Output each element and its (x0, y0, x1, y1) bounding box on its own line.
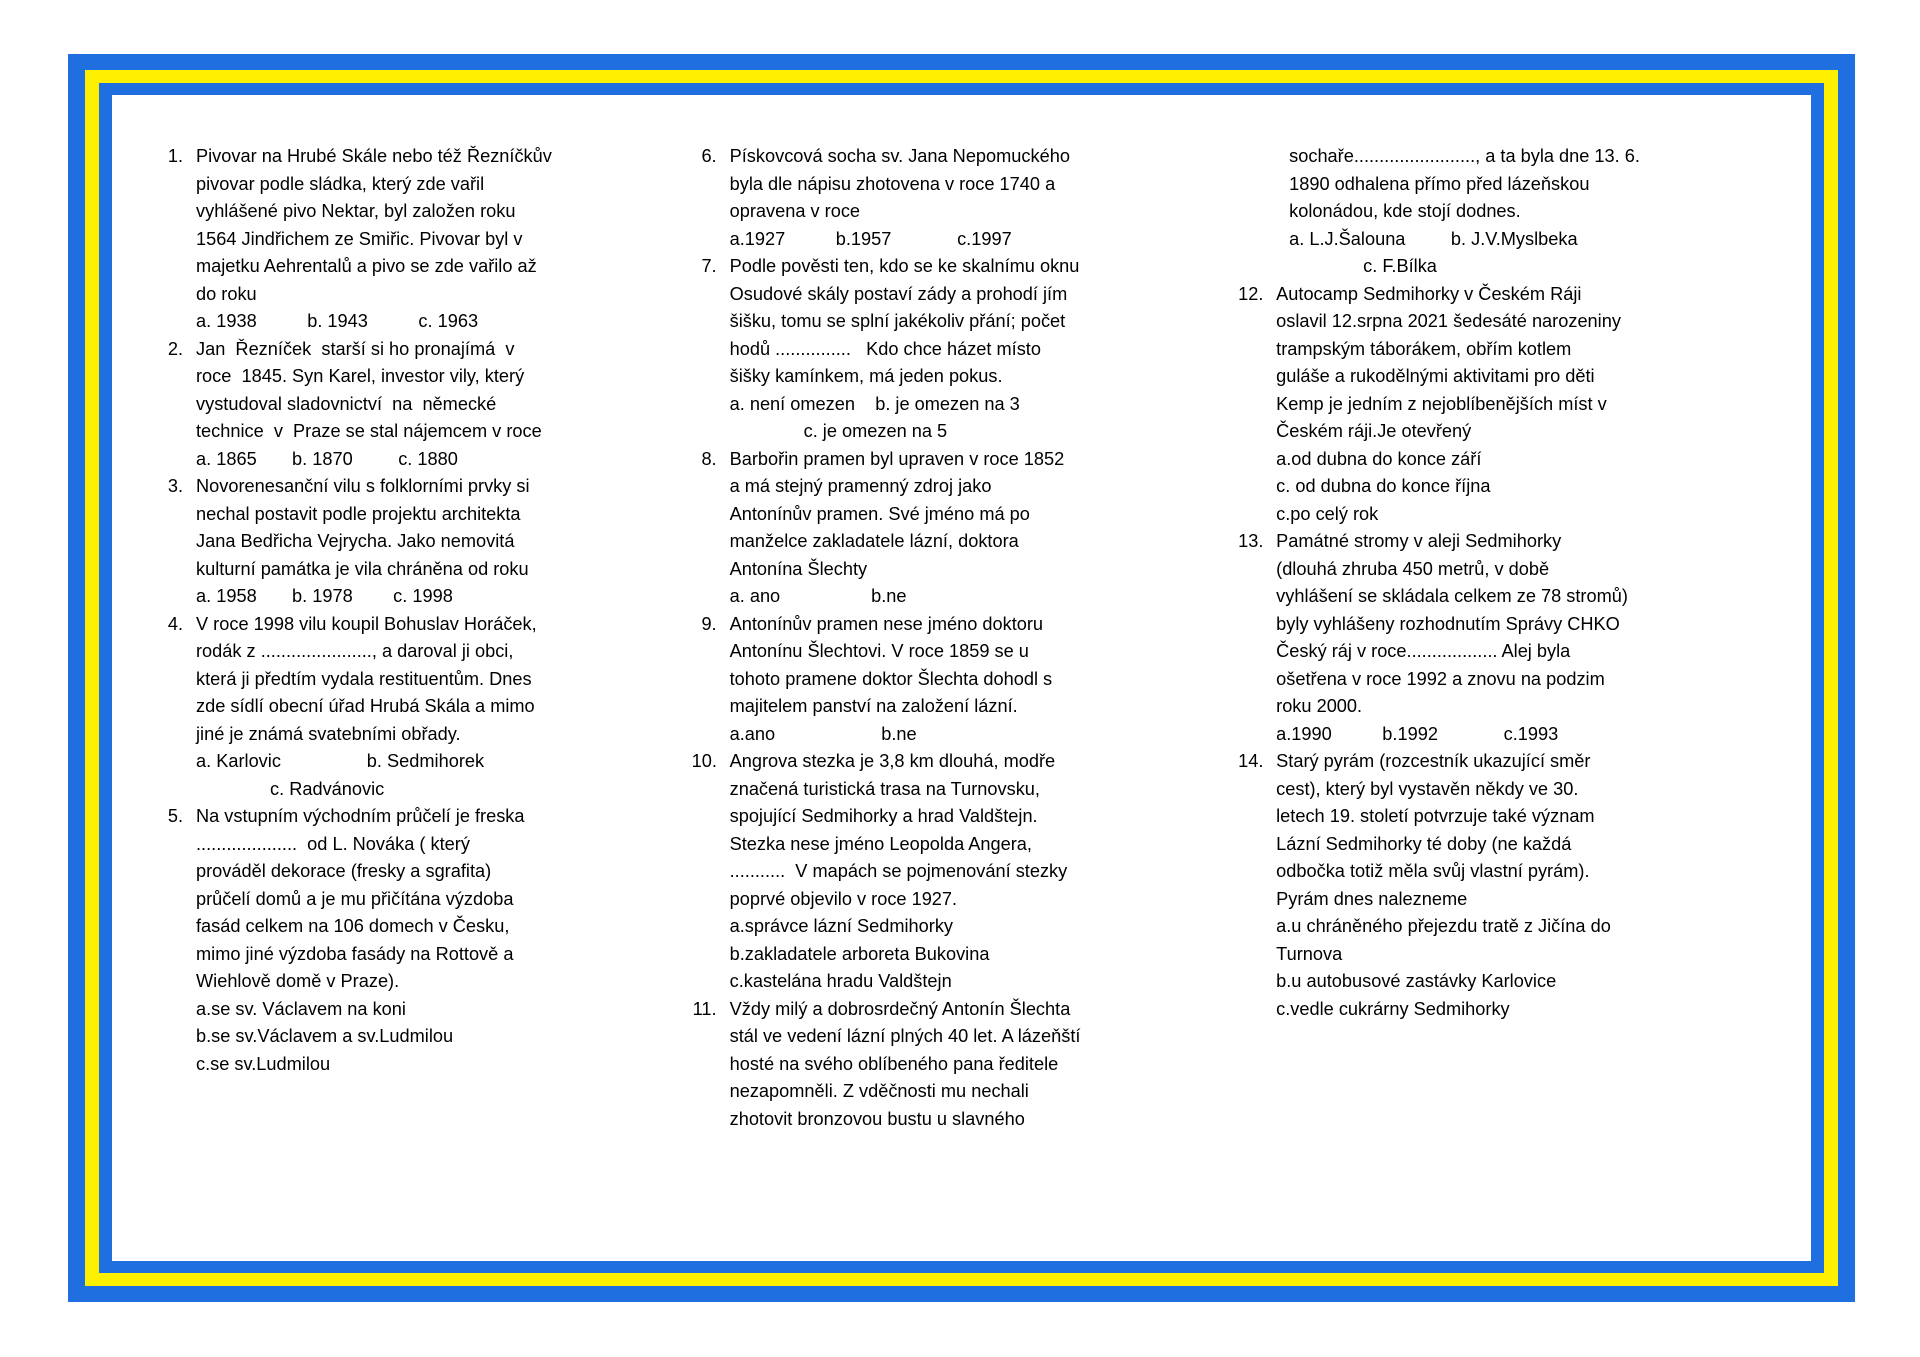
quiz-question (692, 748, 1223, 996)
question-line: V roce 1998 vilu koupil Bohuslav Horáček, (196, 613, 537, 634)
question-line: Barbořin pramen byl upraven v roce 1852 (729, 448, 1065, 469)
question-number: 3. (167, 476, 183, 496)
question-text (196, 143, 674, 336)
question-number: 2. (167, 338, 183, 359)
question-line: oslavil 12.srpna 2021 šedesáté narozeniny (1276, 311, 1621, 331)
question-number: 9. (701, 613, 717, 634)
continuation-line: sochaře........................, a ta byla dne 13. 6. (1289, 146, 1640, 166)
question-number: 12. (1238, 283, 1264, 304)
question-line: .................... od L. Nováka ( který (196, 833, 470, 854)
quiz-question (158, 611, 674, 804)
question-line: byly vyhlášeny rozhodnutím Správy CHKO (1276, 613, 1620, 634)
question-line: Památné stromy v aleji Sedmihorky (1276, 531, 1562, 551)
question-line: šišky kamínkem, má jeden pokus. (729, 366, 1003, 386)
question-line: a. 1938 b. 1943 c. 1963 (196, 311, 479, 331)
question-number: 7. (701, 256, 717, 276)
question-line: (dlouhá zhruba 450 metrů, v době (1276, 558, 1550, 579)
question-line: mimo jiné výzdoba fasády na Rottově a (196, 943, 514, 964)
decorative-border-blue-inner (99, 83, 1824, 1273)
quiz-column-1 (158, 143, 692, 1237)
quiz-question (158, 473, 674, 611)
question-line: hosté na svého oblíbeného pana ředitele (729, 1053, 1059, 1074)
question-line: Podle pověsti ten, kdo se ke skalnímu oknu (729, 256, 1080, 276)
question-number: 13. (1238, 531, 1264, 551)
question-list-column-2 (692, 143, 1223, 1133)
quiz-question (158, 803, 674, 1078)
question-text (196, 336, 674, 474)
question-line: c.po celý rok (1276, 503, 1379, 524)
question-line: a. 1865 b. 1870 c. 1880 (196, 448, 458, 469)
question-line: Turnova (1276, 943, 1343, 964)
question-line: Český ráj v roce.................. Alej byla (1276, 641, 1571, 661)
continuation-answer-line: c. F.Bílka (1363, 256, 1437, 276)
quiz-question (692, 446, 1223, 611)
question-line: Jana Bedřicha Vejrycha. Jako nemovitá (196, 531, 515, 551)
question-line: Starý pyrám (rozcestník ukazující směr (1276, 751, 1591, 771)
question-line: a. 1958 b. 1978 c. 1998 (196, 586, 453, 606)
question-line: Antonínův pramen. Své jméno má po (729, 503, 1030, 524)
question-line: roku 2000. (1276, 696, 1363, 716)
continuation-line: kolonádou, kde stojí dodnes. (1289, 201, 1521, 221)
question-line: ........... V mapách se pojmenování stezky (729, 861, 1068, 881)
question-text (1276, 528, 1775, 748)
question-text (196, 803, 674, 1078)
question-line: letech 19. století potvrzuje také význam (1276, 806, 1595, 826)
question-line: majitelem panství na založení lázní. (729, 696, 1018, 716)
question-line: majetku Aehrentalů a pivo se zde vařilo až (196, 256, 537, 276)
quiz-question (692, 253, 1223, 446)
question-line: roce 1845. Syn Karel, investor vily, který (196, 366, 525, 386)
question-line: c.se sv.Ludmilou (196, 1053, 331, 1074)
question-line: zde sídlí obecní úřad Hrubá Skála a mimo (196, 696, 535, 716)
question-number: 11. (692, 998, 717, 1019)
question-number: 10. (691, 751, 717, 771)
quiz-question (158, 143, 674, 336)
quiz-question (1238, 528, 1775, 748)
decorative-border-blue-outer (68, 54, 1855, 1302)
question-answer-line: c. Radvánovic (270, 778, 385, 799)
question-line: šišku, tomu se splní jakékoliv přání; počet (729, 311, 1066, 331)
question-line: Pivovar na Hrubé Skále nebo též Řezníčkův (196, 146, 552, 166)
question-text (730, 748, 1223, 996)
question-line: a. ano b.ne (729, 586, 907, 606)
question-text (196, 473, 674, 611)
question-line: Antonínu Šlechtovi. V roce 1859 se u (729, 641, 1029, 661)
question-line: průčelí domů a je mu přičítána výzdoba (196, 888, 514, 909)
question-list-column-1 (158, 143, 674, 1078)
question-line: opravena v roce (729, 201, 861, 221)
question-line: jiné je známá svatebními obřady. (196, 723, 461, 744)
question-line: Kemp je jedním z nejoblíbenějších míst v (1276, 393, 1607, 414)
question-line: c. od dubna do konce října (1276, 476, 1491, 496)
question-line: technice v Praze se stal nájemcem v roce (196, 421, 542, 441)
question-line: Lázní Sedmihorky té doby (ne každá (1276, 833, 1572, 854)
question-line: ošetřena v roce 1992 a znovu na podzim (1276, 668, 1605, 689)
question-line: Osudové skály postaví zády a prohodí jím (729, 283, 1068, 304)
question-line: Na vstupním východním průčelí je freska (196, 806, 525, 826)
question-number: 4. (167, 613, 183, 634)
question-line: vyhlášené pivo Nektar, byl založen roku (196, 201, 516, 221)
quiz-column-2 (692, 143, 1239, 1237)
question-line: poprvé objevilo v roce 1927. (729, 888, 958, 909)
question-line: c.vedle cukrárny Sedmihorky (1276, 998, 1510, 1019)
page-content-area (112, 95, 1811, 1261)
question-line: a.správce lázní Sedmihorky (729, 916, 954, 936)
question-line: trampským táborákem, obřím kotlem (1276, 338, 1572, 359)
quiz-column-3 (1238, 143, 1775, 1237)
question-number: 6. (701, 146, 717, 166)
question-line: zhotovit bronzovou bustu u slavného (729, 1108, 1025, 1129)
question-text (730, 446, 1223, 611)
question-line: prováděl dekorace (fresky a sgrafita) (196, 861, 492, 881)
question-text (1276, 748, 1775, 1023)
question-line: a.se sv. Václavem na koni (196, 998, 406, 1019)
question-number: 5. (167, 806, 183, 826)
question-line: hodů ............... Kdo chce házet místo (729, 338, 1041, 359)
question-line: a.od dubna do konce září (1276, 448, 1482, 469)
continuation-line: a. L.J.Šalouna b. J.V.Myslbeka (1289, 228, 1578, 249)
question-line: Pískovcová socha sv. Jana Nepomuckého (729, 146, 1070, 166)
question-line: manželce zakladatele lázní, doktora (729, 531, 1019, 551)
question-line: Jan Řezníček starší si ho pronajímá v (196, 338, 515, 359)
question-text (730, 143, 1223, 253)
question-line: a má stejný pramenný zdroj jako (729, 476, 992, 496)
question-line: kulturní památka je vila chráněna od roku (196, 558, 529, 579)
question-line: byla dle nápisu zhotovena v roce 1740 a (729, 173, 1056, 194)
question-line: fasád celkem na 106 domech v Česku, (196, 916, 510, 936)
question-line: a.ano b.ne (729, 723, 917, 744)
question-number: 1. (167, 146, 183, 166)
question-line: Antonína Šlechty (729, 558, 868, 579)
question-line: odbočka totiž měla svůj vlastní pyrám). (1276, 861, 1590, 881)
question-line: a.1990 b.1992 c.1993 (1276, 723, 1559, 744)
continuation-line: 1890 odhalena přímo před lázeňskou (1289, 173, 1590, 194)
question-line: a. není omezen b. je omezen na 3 (729, 393, 1020, 414)
question-line: stál ve vedení lázní plných 40 let. A lázeňští (729, 1026, 1081, 1046)
quiz-question (1238, 748, 1775, 1023)
question-text (730, 253, 1223, 446)
question-line: b.se sv.Václavem a sv.Ludmilou (196, 1026, 454, 1046)
question-line: spojující Sedmihorky a hrad Valdštejn. (729, 806, 1038, 826)
question-line: b.zakladatele arboreta Bukovina (729, 943, 990, 964)
decorative-border-yellow (85, 70, 1838, 1286)
question-line: Antonínův pramen nese jméno doktoru (729, 613, 1044, 634)
question-line: cest), který byl vystavěn někdy ve 30. (1276, 778, 1579, 799)
question-line: Wiehlově domě v Praze). (196, 971, 400, 991)
question-line: 1564 Jindřichem ze Smiřic. Pivovar byl v (196, 228, 523, 249)
quiz-question (1238, 281, 1775, 529)
question-line: a.1927 b.1957 c.1997 (729, 228, 1012, 249)
question-line: a. Karlovic b. Sedmihorek (196, 751, 485, 771)
question-line: Autocamp Sedmihorky v Českém Ráji (1276, 283, 1582, 304)
question-line: b.u autobusové zastávky Karlovice (1276, 971, 1557, 991)
question-line: Pyrám dnes nalezneme (1276, 888, 1468, 909)
question-11-continuation (1238, 143, 1775, 281)
question-line: značená turistická trasa na Turnovsku, (729, 778, 1040, 799)
question-line: pivovar podle sládka, který zde vařil (196, 173, 485, 194)
question-line: guláše a rukodělnými aktivitami pro děti (1276, 366, 1595, 386)
question-line: rodák z ......................, a daroval ji obci, (196, 641, 514, 661)
quiz-question (692, 996, 1223, 1134)
question-text (730, 996, 1223, 1134)
question-line: Stezka nese jméno Leopolda Angera, (729, 833, 1032, 854)
question-line: tohoto pramene doktor Šlechta dohodl s (729, 668, 1053, 689)
question-text (1276, 281, 1775, 529)
question-line: a.u chráněného přejezdu tratě z Jičína do (1276, 916, 1611, 936)
question-answer-line: c. je omezen na 5 (803, 421, 948, 441)
quiz-question (692, 611, 1223, 749)
question-number: 14. (1238, 751, 1264, 771)
question-line: Angrova stezka je 3,8 km dlouhá, modře (729, 751, 1056, 771)
question-line: Českém ráji.Je otevřený (1276, 421, 1472, 441)
quiz-columns (158, 143, 1775, 1237)
question-line: nechal postavit podle projektu architekta (196, 503, 521, 524)
question-text (730, 611, 1223, 749)
question-line: nezapomněli. Z vděčnosti mu nechali (729, 1081, 1029, 1101)
question-list-column-3 (1238, 281, 1775, 1024)
question-line: c.kastelána hradu Valdštejn (729, 971, 952, 991)
quiz-question (158, 336, 674, 474)
quiz-question (692, 143, 1223, 253)
question-text (196, 611, 674, 804)
question-line: Vždy milý a dobrosrdečný Antonín Šlechta (729, 998, 1071, 1019)
question-line: do roku (196, 283, 257, 304)
question-line: vyhlášení se skládala celkem ze 78 stromů) (1276, 586, 1628, 606)
question-line: vystudoval sladovnictví na německé (196, 393, 497, 414)
question-number: 8. (701, 448, 717, 469)
question-line: Novorenesanční vilu s folklorními prvky si (196, 476, 530, 496)
question-line: která ji předtím vydala restituentům. Dnes (196, 668, 532, 689)
